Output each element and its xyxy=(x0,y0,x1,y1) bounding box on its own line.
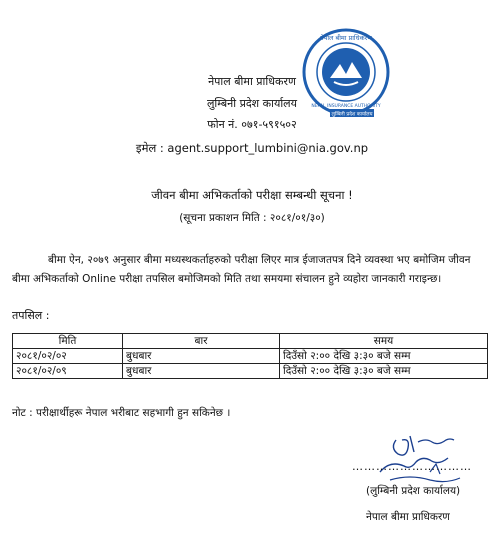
publish-date: (सूचना प्रकाशन मिति : २०८१/०१/३०) xyxy=(179,212,325,224)
notice-body: बीमा ऐन, २०७९ अनुसार बीमा मध्यस्थकर्ताहरुको परीक्षा लिएर मात्र ईजाजतपत्र दिने व्यवस्था भए बमोजिम जीवन बीमा अभिकर्ताको Online परीक्षा तपसिल बमोजिमको मिति तथा समयमा संचालन हुने व्यहोरा जानकारी गराइन्छ। xyxy=(12,254,471,285)
phone-number: फोन नं. ०७१-५९१५०२ xyxy=(207,118,297,131)
cell-day: बुधबार xyxy=(123,364,280,379)
email-address: इमेल : agent.support_lumbini@nia.gov.np xyxy=(135,141,369,155)
signatory-office: (लुम्बिनी प्रदेश कार्यालय) xyxy=(366,485,461,497)
schedule-label: तपसिल : xyxy=(12,309,50,322)
column-header-day: बार xyxy=(123,334,280,349)
svg-text:नेपाल बीमा प्राधिकरण: नेपाल बीमा प्राधिकरण xyxy=(320,34,372,42)
schedule-table xyxy=(12,333,488,379)
note-text: नोट : परीक्षार्थीहरू नेपाल भरीबाट सहभागी हुन सकिनेछ । xyxy=(12,407,231,419)
cell-day: बुधबार xyxy=(123,349,280,364)
svg-text:लुम्बिनी प्रदेश कार्यालय: लुम्बिनी प्रदेश कार्यालय xyxy=(331,111,373,118)
province-office: लुम्बिनी प्रदेश कार्यालय xyxy=(206,97,298,110)
signature-line: ………………………… xyxy=(352,460,472,473)
table-header-row xyxy=(13,334,488,349)
signatory-org: नेपाल बीमा प्राधिकरण xyxy=(366,511,450,523)
cell-time: दिउँसो २:०० देखि ३:३० बजे सम्म xyxy=(280,364,488,379)
notice-title: जीवन बीमा अभिकर्ताको परीक्षा सम्बन्धी सूचना ! xyxy=(151,188,353,202)
cell-time: दिउँसो २:०० देखि ३:३० बजे सम्म xyxy=(280,349,488,364)
cell-date: २०८१/०२/०९ xyxy=(13,364,123,379)
table-row xyxy=(13,349,488,364)
svg-text:NEPAL INSURANCE AUTHORITY: NEPAL INSURANCE AUTHORITY xyxy=(311,104,381,109)
org-name: नेपाल बीमा प्राधिकरण xyxy=(208,75,296,88)
column-header-time: समय xyxy=(280,334,488,349)
table-row xyxy=(13,364,488,379)
cell-date: २०८१/०२/०२ xyxy=(13,349,123,364)
column-header-date: मिति xyxy=(13,334,123,349)
